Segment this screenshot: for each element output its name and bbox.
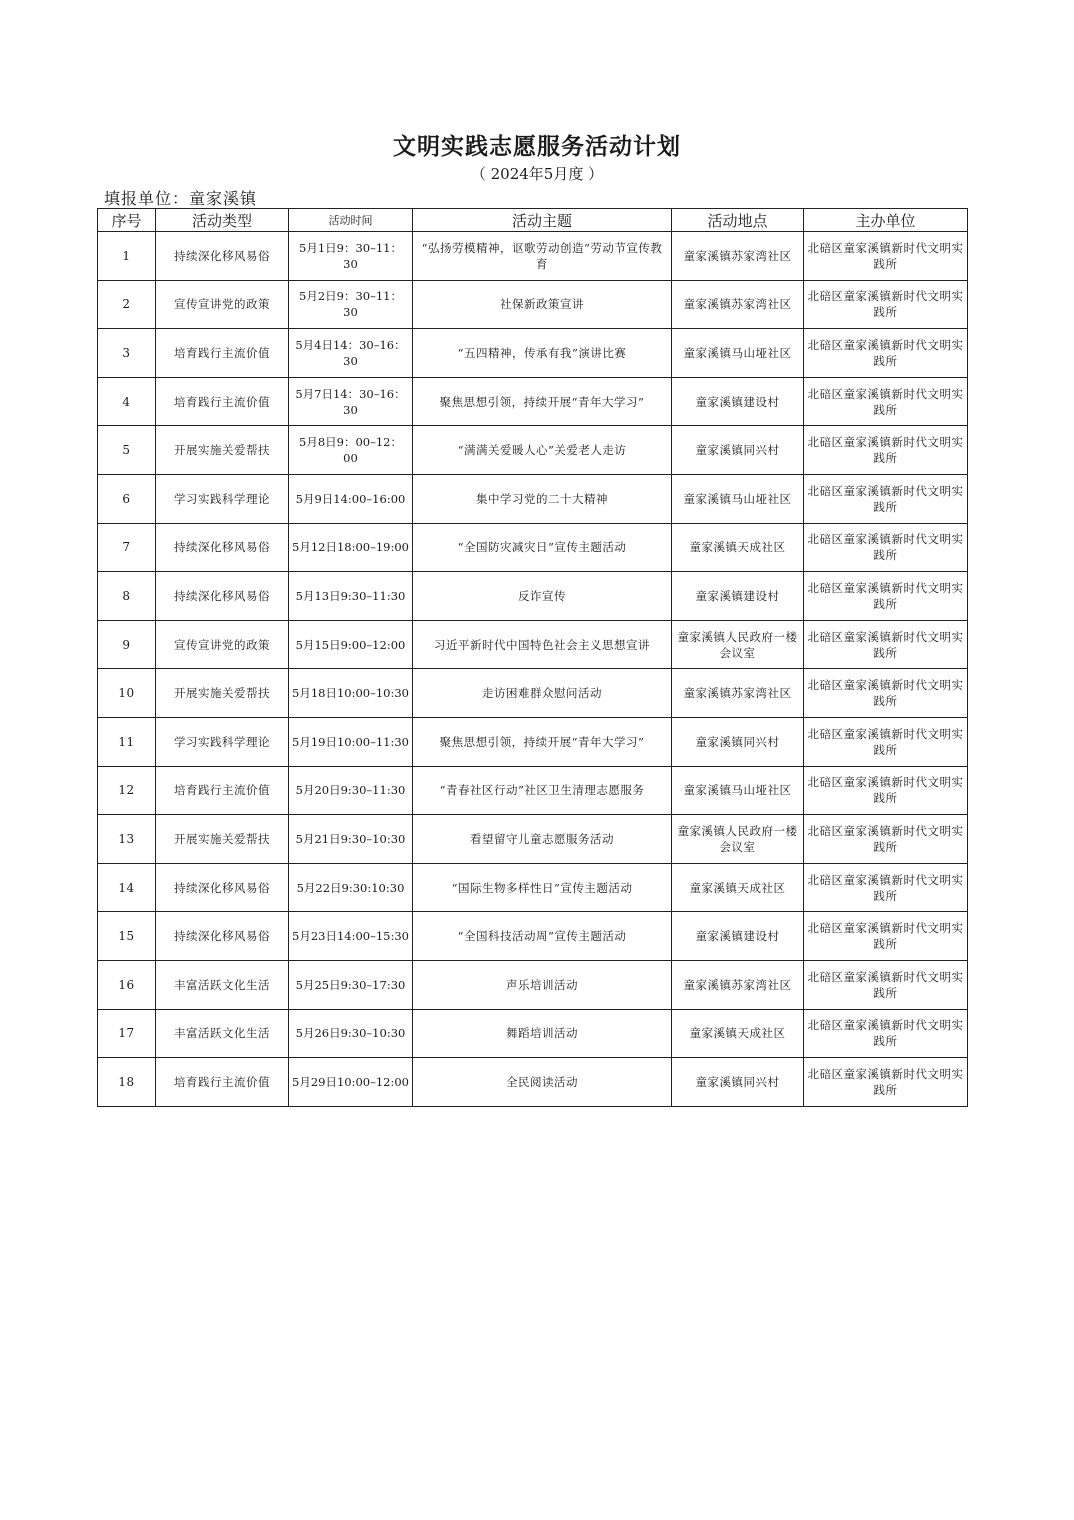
cell-seq: 2 [98,280,156,329]
cell-organizer: 北碚区童家溪镇新时代文明实践所 [804,280,968,329]
cell-place: 童家溪镇马山垭社区 [672,329,804,378]
header-type: 活动类型 [156,209,289,232]
header-organizer: 主办单位 [804,209,968,232]
cell-theme: “国际生物多样性日”宣传主题活动 [413,863,672,912]
cell-seq: 9 [98,620,156,669]
cell-theme: “弘扬劳模精神，讴歌劳动创造”劳动节宣传教育 [413,232,672,281]
cell-organizer: 北碚区童家溪镇新时代文明实践所 [804,426,968,475]
cell-time: 5月12日18:00–19:00 [289,523,413,572]
cell-time: 5月20日9:30–11:30 [289,766,413,815]
cell-place: 童家溪镇苏家湾社区 [672,669,804,718]
cell-organizer: 北碚区童家溪镇新时代文明实践所 [804,377,968,426]
cell-theme: 声乐培训活动 [413,960,672,1009]
table-row [98,280,968,329]
cell-place: 童家溪镇同兴村 [672,426,804,475]
cell-seq: 16 [98,960,156,1009]
cell-organizer: 北碚区童家溪镇新时代文明实践所 [804,474,968,523]
header-theme: 活动主题 [413,209,672,232]
table-row [98,572,968,621]
table-row [98,960,968,1009]
cell-organizer: 北碚区童家溪镇新时代文明实践所 [804,815,968,864]
document-subtitle: （ 2024年5月度 ） [470,165,604,183]
cell-place: 童家溪镇苏家湾社区 [672,960,804,1009]
cell-type: 持续深化移风易俗 [156,912,289,961]
cell-organizer: 北碚区童家溪镇新时代文明实践所 [804,523,968,572]
cell-time: 5月1日9：30–11：30 [289,232,413,281]
table-row [98,912,968,961]
cell-place: 童家溪镇同兴村 [672,717,804,766]
cell-time: 5月13日9:30–11:30 [289,572,413,621]
activity-plan-table [97,208,968,1107]
cell-organizer: 北碚区童家溪镇新时代文明实践所 [804,766,968,815]
cell-theme: 社保新政策宣讲 [413,280,672,329]
table-row [98,863,968,912]
cell-seq: 13 [98,815,156,864]
cell-time: 5月4日14：30–16：30 [289,329,413,378]
cell-seq: 12 [98,766,156,815]
cell-time: 5月23日14:00–15:30 [289,912,413,961]
cell-place: 童家溪镇建设村 [672,912,804,961]
cell-type: 培育践行主流价值 [156,329,289,378]
cell-type: 培育践行主流价值 [156,377,289,426]
cell-seq: 15 [98,912,156,961]
cell-organizer: 北碚区童家溪镇新时代文明实践所 [804,669,968,718]
cell-seq: 1 [98,232,156,281]
cell-seq: 14 [98,863,156,912]
cell-place: 童家溪镇马山垭社区 [672,474,804,523]
cell-organizer: 北碚区童家溪镇新时代文明实践所 [804,232,968,281]
cell-theme: 聚焦思想引领，持续开展“青年大学习” [413,717,672,766]
cell-seq: 5 [98,426,156,475]
cell-organizer: 北碚区童家溪镇新时代文明实践所 [804,912,968,961]
cell-type: 丰富活跃文化生活 [156,960,289,1009]
cell-type: 开展实施关爱帮扶 [156,815,289,864]
cell-theme: 习近平新时代中国特色社会主义思想宣讲 [413,620,672,669]
cell-place: 童家溪镇苏家湾社区 [672,232,804,281]
cell-time: 5月9日14:00–16:00 [289,474,413,523]
cell-time: 5月26日9:30–10:30 [289,1009,413,1058]
cell-type: 持续深化移风易俗 [156,232,289,281]
cell-place: 童家溪镇建设村 [672,377,804,426]
cell-seq: 10 [98,669,156,718]
cell-type: 开展实施关爱帮扶 [156,426,289,475]
cell-type: 丰富活跃文化生活 [156,1009,289,1058]
cell-theme: “五四精神，传承有我”演讲比赛 [413,329,672,378]
cell-seq: 7 [98,523,156,572]
cell-time: 5月22日9:30:10:30 [289,863,413,912]
table-header-row [98,209,968,232]
table-row [98,232,968,281]
cell-place: 童家溪镇天成社区 [672,1009,804,1058]
cell-organizer: 北碚区童家溪镇新时代文明实践所 [804,1058,968,1107]
cell-place: 童家溪镇苏家湾社区 [672,280,804,329]
cell-type: 持续深化移风易俗 [156,863,289,912]
reporting-unit: 填报单位：童家溪镇 [104,189,258,208]
cell-theme: 看望留守儿童志愿服务活动 [413,815,672,864]
table-row [98,426,968,475]
table-row [98,669,968,718]
cell-organizer: 北碚区童家溪镇新时代文明实践所 [804,329,968,378]
cell-seq: 17 [98,1009,156,1058]
cell-time: 5月21日9:30–10:30 [289,815,413,864]
cell-type: 学习实践科学理论 [156,717,289,766]
cell-organizer: 北碚区童家溪镇新时代文明实践所 [804,620,968,669]
cell-organizer: 北碚区童家溪镇新时代文明实践所 [804,1009,968,1058]
cell-theme: 舞蹈培训活动 [413,1009,672,1058]
table-row [98,620,968,669]
table-row [98,717,968,766]
cell-theme: “全国防灾减灾日”宣传主题活动 [413,523,672,572]
document-title: 文明实践志愿服务活动计划 [393,133,681,160]
cell-seq: 6 [98,474,156,523]
cell-type: 培育践行主流价值 [156,766,289,815]
cell-theme: 全民阅读活动 [413,1058,672,1107]
cell-seq: 8 [98,572,156,621]
cell-time: 5月7日14：30–16：30 [289,377,413,426]
cell-place: 童家溪镇建设村 [672,572,804,621]
cell-seq: 18 [98,1058,156,1107]
cell-time: 5月8日9：00–12：00 [289,426,413,475]
table-row [98,474,968,523]
cell-organizer: 北碚区童家溪镇新时代文明实践所 [804,717,968,766]
header-place: 活动地点 [672,209,804,232]
cell-time: 5月18日10:00–10:30 [289,669,413,718]
cell-time: 5月15日9:00–12:00 [289,620,413,669]
cell-type: 宣传宣讲党的政策 [156,620,289,669]
cell-theme: 聚焦思想引领，持续开展“青年大学习” [413,377,672,426]
cell-theme: 走访困难群众慰问活动 [413,669,672,718]
cell-organizer: 北碚区童家溪镇新时代文明实践所 [804,960,968,1009]
cell-type: 持续深化移风易俗 [156,572,289,621]
cell-organizer: 北碚区童家溪镇新时代文明实践所 [804,863,968,912]
cell-place: 童家溪镇人民政府一楼会议室 [672,620,804,669]
cell-time: 5月2日9：30–11：30 [289,280,413,329]
cell-place: 童家溪镇马山垭社区 [672,766,804,815]
cell-theme: 反诈宣传 [413,572,672,621]
table-body [98,232,968,1107]
cell-place: 童家溪镇天成社区 [672,523,804,572]
cell-theme: “全国科技活动周”宣传主题活动 [413,912,672,961]
table-row [98,766,968,815]
table-row [98,1058,968,1107]
cell-place: 童家溪镇同兴村 [672,1058,804,1107]
cell-seq: 4 [98,377,156,426]
cell-time: 5月25日9:30–17:30 [289,960,413,1009]
cell-time: 5月29日10:00–12:00 [289,1058,413,1107]
cell-time: 5月19日10:00–11:30 [289,717,413,766]
cell-type: 持续深化移风易俗 [156,523,289,572]
cell-theme: “满满关爱暖人心”关爱老人走访 [413,426,672,475]
cell-type: 宣传宣讲党的政策 [156,280,289,329]
cell-organizer: 北碚区童家溪镇新时代文明实践所 [804,572,968,621]
cell-seq: 11 [98,717,156,766]
cell-place: 童家溪镇天成社区 [672,863,804,912]
cell-theme: “青春社区行动”社区卫生清理志愿服务 [413,766,672,815]
cell-type: 开展实施关爱帮扶 [156,669,289,718]
table-row [98,377,968,426]
cell-theme: 集中学习党的二十大精神 [413,474,672,523]
cell-seq: 3 [98,329,156,378]
cell-type: 学习实践科学理论 [156,474,289,523]
table-row [98,815,968,864]
cell-type: 培育践行主流价值 [156,1058,289,1107]
table-row [98,329,968,378]
table-row [98,1009,968,1058]
header-time: 活动时间 [289,209,413,232]
table-row [98,523,968,572]
cell-place: 童家溪镇人民政府一楼会议室 [672,815,804,864]
header-seq: 序号 [98,209,156,232]
